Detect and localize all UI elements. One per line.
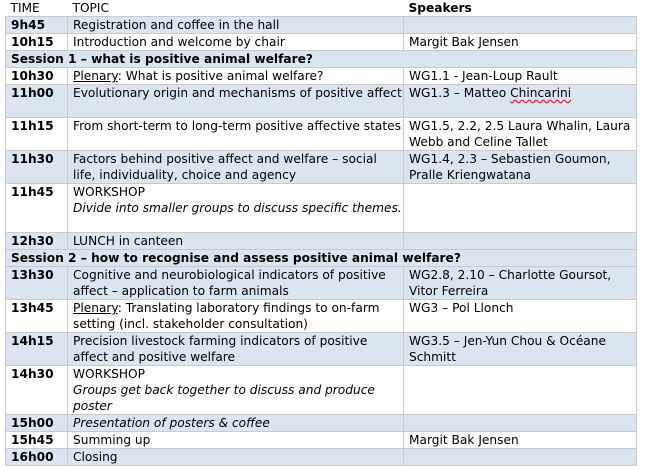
time-cell: 13h45 bbox=[6, 300, 68, 333]
topic-cell: Factors behind positive affect and welfare – social life, individuality, choice and agency bbox=[68, 151, 404, 184]
header-time: TIME bbox=[10, 1, 40, 15]
time-cell: 12h30 bbox=[6, 233, 68, 250]
table-row bbox=[6, 85, 637, 118]
table-row bbox=[6, 415, 637, 432]
topic-cell: Evolutionary origin and mechanisms of positive affect bbox=[68, 85, 404, 118]
topic-cell: Cognitive and neurobiological indicators of positive affect – application to farm animals bbox=[68, 267, 404, 300]
plenary-label: Plenary bbox=[73, 69, 118, 83]
time-cell: 13h30 bbox=[6, 267, 68, 300]
header-topic: TOPIC bbox=[72, 1, 109, 15]
topic-cell: Presentation of posters & coffee bbox=[68, 415, 404, 432]
speakers-cell: Margit Bak Jensen bbox=[404, 432, 637, 449]
time-cell: 11h00 bbox=[6, 85, 68, 118]
topic-text: : What is positive animal welfare? bbox=[117, 69, 324, 83]
speakers-cell bbox=[404, 366, 637, 415]
table-row bbox=[6, 432, 637, 449]
topic-cell: Introduction and welcome by chair bbox=[68, 34, 404, 51]
session-row bbox=[6, 51, 637, 68]
plenary-label: Plenary bbox=[73, 301, 118, 315]
time-cell: 9h45 bbox=[6, 17, 68, 34]
speakers-cell bbox=[404, 415, 637, 432]
time-cell: 10h15 bbox=[6, 34, 68, 51]
workshop-note: Divide into smaller groups to discuss specific themes. bbox=[73, 201, 402, 215]
time-cell: 11h30 bbox=[6, 151, 68, 184]
topic-text: : Translating laboratory findings to on-farm setting (incl. stakeholder consultation) bbox=[73, 301, 380, 331]
session-row bbox=[6, 250, 637, 267]
table-row bbox=[6, 300, 637, 333]
table-row bbox=[6, 184, 637, 233]
workshop-label: WORKSHOP bbox=[73, 367, 145, 381]
speakers-cell: WG2.8, 2.10 – Charlotte Goursot, Vitor Ferreira bbox=[404, 267, 637, 300]
topic-cell: Summing up bbox=[68, 432, 404, 449]
topic-cell bbox=[68, 68, 404, 85]
header-row bbox=[6, 0, 637, 17]
topic-cell bbox=[68, 184, 404, 233]
speakers-cell: WG3.5 – Jen-Yun Chou & Océane Schmitt bbox=[404, 333, 637, 366]
topic-cell bbox=[68, 366, 404, 415]
time-cell: 14h30 bbox=[6, 366, 68, 415]
topic-cell: From short-term to long-term positive affective states bbox=[68, 118, 404, 151]
time-cell: 11h15 bbox=[6, 118, 68, 151]
topic-cell: Precision livestock farming indicators of positive affect and positive welfare bbox=[68, 333, 404, 366]
table-row bbox=[6, 34, 637, 51]
topic-cell: Closing bbox=[68, 449, 404, 466]
speakers-cell: WG1.5, 2.2, 2.5 Laura Whalin, Laura Webb and Celine Tallet bbox=[404, 118, 637, 151]
time-cell: 14h15 bbox=[6, 333, 68, 366]
table-row bbox=[6, 151, 637, 184]
topic-cell: Registration and coffee in the hall bbox=[68, 17, 404, 34]
table-row bbox=[6, 267, 637, 300]
speakers-cell: WG1.4, 2.3 – Sebastien Goumon, Pralle Kriengwatana bbox=[404, 151, 637, 184]
speakers-cell: Margit Bak Jensen bbox=[404, 34, 637, 51]
speakers-cell bbox=[404, 184, 637, 233]
header-speakers: Speakers bbox=[408, 1, 472, 15]
time-cell: 15h00 bbox=[6, 415, 68, 432]
spellcheck-word: Chincarini bbox=[510, 86, 572, 100]
table-row bbox=[6, 366, 637, 415]
speakers-cell bbox=[404, 85, 637, 118]
topic-cell bbox=[68, 300, 404, 333]
speakers-cell: WG1.1 - Jean-Loup Rault bbox=[404, 68, 637, 85]
table-row bbox=[6, 333, 637, 366]
speakers-text: WG1.3 – Matteo bbox=[409, 86, 511, 100]
table-row bbox=[6, 17, 637, 34]
time-cell: 11h45 bbox=[6, 184, 68, 233]
workshop-note: Groups get back together to discuss and produce poster bbox=[73, 383, 375, 413]
time-cell: 10h30 bbox=[6, 68, 68, 85]
speakers-cell: WG3 – Pol Llonch bbox=[404, 300, 637, 333]
table-row bbox=[6, 233, 637, 250]
session-title: Session 2 – how to recognise and assess positive animal welfare? bbox=[6, 250, 637, 267]
time-cell: 15h45 bbox=[6, 432, 68, 449]
topic-cell: LUNCH in canteen bbox=[68, 233, 404, 250]
time-cell: 16h00 bbox=[6, 449, 68, 466]
programme-table bbox=[5, 0, 637, 466]
speakers-cell bbox=[404, 17, 637, 34]
session-title: Session 1 – what is positive animal welfare? bbox=[6, 51, 637, 68]
speakers-cell bbox=[404, 233, 637, 250]
workshop-label: WORKSHOP bbox=[73, 185, 145, 199]
table-row bbox=[6, 68, 637, 85]
table-row bbox=[6, 118, 637, 151]
